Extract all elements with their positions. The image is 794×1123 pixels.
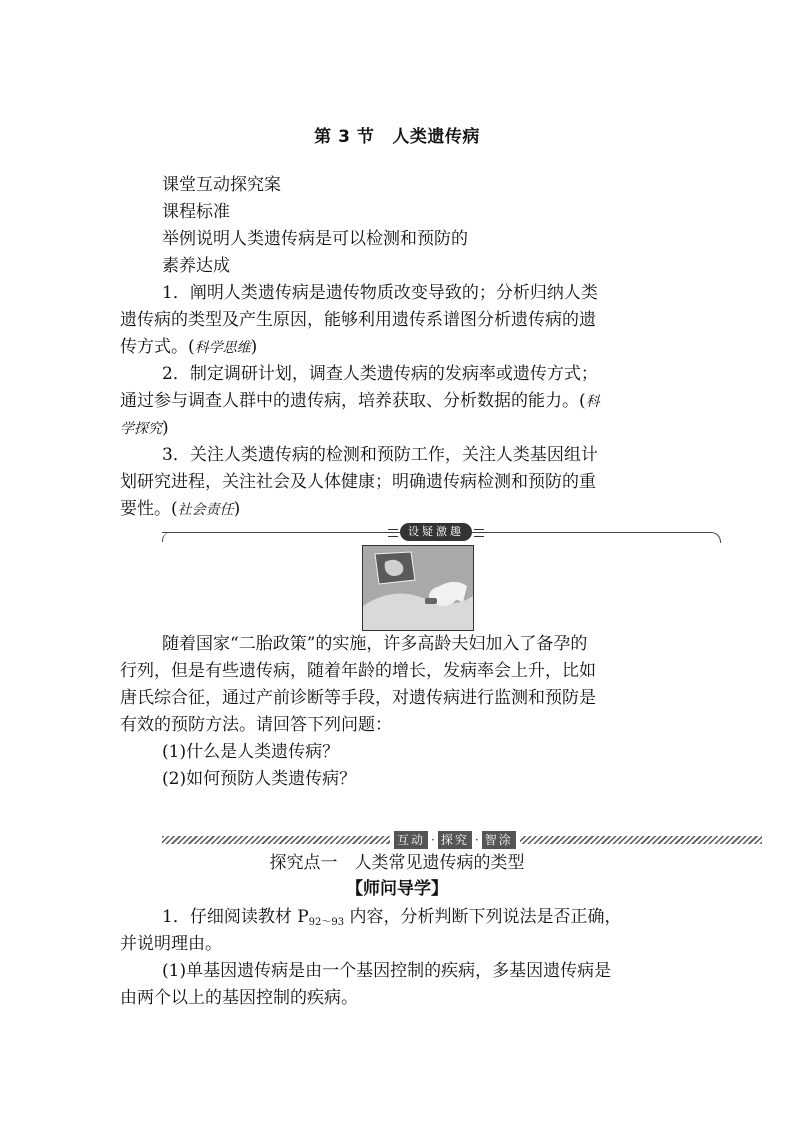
- band-label: 互动 · 探究 · 智涂: [390, 830, 520, 850]
- scenario-line-4: 有效的预防方法。请回答下列问题：: [120, 715, 392, 735]
- ultrasound-illustration: [363, 546, 473, 630]
- literacy-2-line-1: 2．制定调研计划，调查人类遗传病的发病率或遗传方式；: [162, 364, 598, 384]
- page-range: 92～93: [308, 917, 345, 928]
- point-item-1-line-2: 由两个以上的基因控制的疾病。: [120, 988, 358, 1008]
- band-label-2: 探究: [438, 831, 472, 849]
- literacy-2-line-2: 通过参与调查人群中的遗传病，培养获取、分析数据的能力。(科: [120, 391, 600, 411]
- literacy-2-line-3: 学探究): [120, 418, 169, 438]
- literacy-3-line-3: 要性。(社会责任): [120, 499, 241, 519]
- literacy-3-line-1: 3．关注人类遗传病的检测和预防工作，关注人类基因组计: [162, 445, 598, 465]
- scenario-line-1: 随着国家“二胎政策”的实施，许多高龄夫妇加入了备孕的: [162, 634, 588, 654]
- literacy-1-line-1: 1．阐明人类遗传病是遗传物质改变导致的；分析归纳人类: [162, 283, 598, 303]
- ultrasound-photo: [362, 545, 474, 631]
- standard-text: 举例说明人类遗传病是可以检测和预防的: [162, 229, 468, 249]
- question-2: (2)如何预防人类遗传病？: [162, 769, 357, 789]
- band-label-3: 智涂: [482, 831, 516, 849]
- divider-tag: 设疑激趣: [400, 523, 472, 541]
- literacy-tag-responsibility: 社会责任: [177, 502, 234, 518]
- literacy-1-line-3: 传方式。(科学思维): [120, 337, 258, 357]
- literacy-3-line-2: 划研究进程，关注社会及人体健康；明确遗传病检测和预防的重: [120, 472, 596, 492]
- scenario-line-2: 行列，但是有些遗传病，随着年龄的增长，发病率会上升，比如: [120, 661, 596, 681]
- standard-label: 课程标准: [162, 202, 230, 222]
- literacy-tag-inquiry-a: 科: [585, 394, 600, 410]
- page-title: [0, 122, 794, 147]
- question-1: (1)什么是人类遗传病？: [162, 742, 340, 762]
- section-number: 第 3 节: [314, 127, 375, 147]
- section-label: 课堂互动探究案: [162, 175, 281, 195]
- literacy-tag-inquiry-b: 学探究: [120, 421, 162, 437]
- point-question-line-2: 并说明理由。: [120, 934, 222, 954]
- point-item-1-line-1: (1)单基因遗传病是由一个基因控制的疾病，多基因遗传病是: [162, 961, 612, 981]
- literacy-label: 素养达成: [162, 256, 230, 276]
- point-question-line-1: 1．仔细阅读教材 $P_{92\sim 93}$ 内容，分析判断下列说法是否正确，: [162, 907, 622, 928]
- scenario-line-3: 唐氏综合征，通过产前诊断等手段，对遗传病进行监测和预防是: [120, 688, 596, 708]
- literacy-1-line-2: 遗传病的类型及产生原因，能够利用遗传系谱图分析遗传病的遗: [120, 310, 596, 330]
- section-name: 人类遗传病: [392, 127, 480, 147]
- point-heading: 探究点一 人类常见遗传病的类型: [269, 853, 525, 873]
- band-label-1: 互动: [394, 831, 428, 849]
- literacy-tag-thinking: 科学思维: [194, 340, 251, 356]
- point-subheading: 【师问导学】: [346, 879, 448, 899]
